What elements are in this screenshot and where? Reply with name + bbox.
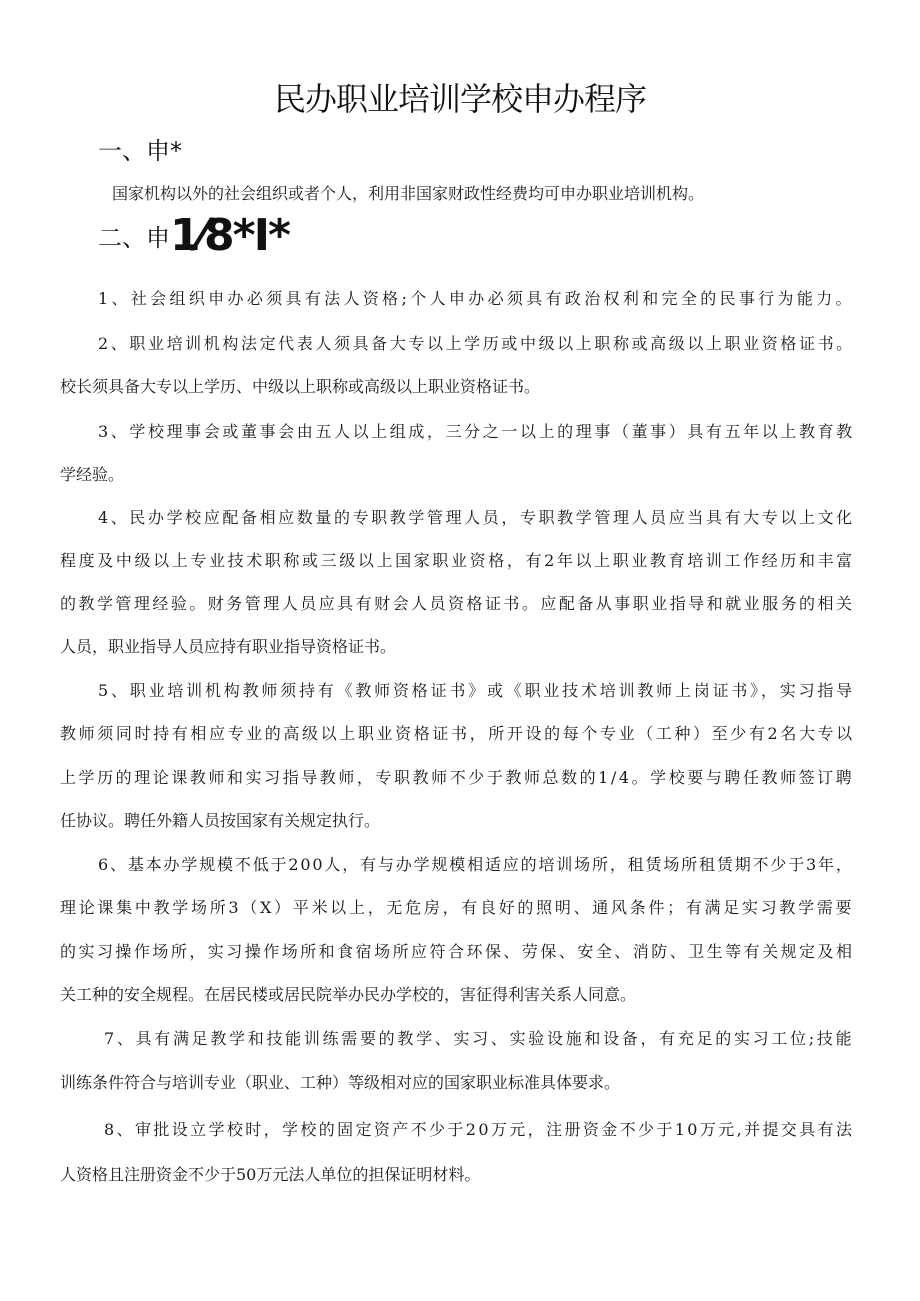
item-4-line-3: 的教学管理经验。财务管理人员应具有财会人员资格证书。应配备从事职业指导和就业服务的相关 <box>60 594 855 613</box>
section-1-body: 国家机构以外的社会组织或者个人，利用非国家财政性经费均可申办职业培训机构。 <box>112 184 705 203</box>
item-4-line-4: 人员，职业指导人员应持有职业指导资格证书。 <box>60 637 397 656</box>
section-2-heading <box>98 212 289 262</box>
item-2-line-1: 2、职业培训机构法定代表人须具备大专以上学历或中级以上职称或高级以上职业资格证书。 <box>98 334 855 353</box>
item-7-line-1: 7、具有满足教学和技能训练需要的教学、实习、实验设施和设备，有充足的实习工位;技能 <box>104 1029 855 1048</box>
section-2-heading-garbled: 1⁄8*I* <box>170 210 289 261</box>
item-8-line-2: 人资格且注册资金不少于50万元法人单位的担保证明材料。 <box>60 1165 481 1184</box>
item-3-line-1: 3、学校理事会或董事会由五人以上组成，三分之一以上的理事（董事）具有五年以上教育教 <box>98 422 855 441</box>
item-5-line-3: 上学历的理论课教师和实习指导教师，专职教师不少于教师总数的1/4。学校要与聘任教师签订聘 <box>60 768 855 787</box>
item-4-line-2: 程度及中级以上专业技术职称或三级以上国家职业资格，有2年以上职业教育培训工作经历和丰富 <box>60 551 855 570</box>
section-2-heading-prefix: 二、申 <box>98 224 170 252</box>
item-1-line-1: 1、社会组织申办必须具有法人资格;个人申办必须具有政治权利和完全的民事行为能力。 <box>98 289 855 308</box>
item-5-line-2: 教师须同时持有相应专业的高级以上职业资格证书，所开设的每个专业（工种）至少有2名大专以 <box>60 724 855 743</box>
item-5-line-1: 5、职业培训机构教师须持有《教师资格证书》或《职业技术培训教师上岗证书》，实习指导 <box>98 681 855 700</box>
page-title: 民办职业培训学校申办程序 <box>273 80 646 118</box>
item-8-line-1: 8、审批设立学校时，学校的固定资产不少于20万元，注册资金不少于10万元,并提交具有法 <box>104 1120 855 1139</box>
item-6-line-4: 关工种的安全规程。在居民楼或居民院举办民办学校的，害征得利害关系人同意。 <box>60 985 637 1004</box>
item-6-line-1: 6、基本办学规模不低于200人，有与办学规模相适应的培训场所，租赁场所租赁期不少于3年， <box>98 855 854 874</box>
section-1-heading: 一、申* <box>98 137 182 165</box>
item-3-line-2: 学经验。 <box>60 465 125 484</box>
item-7-line-2: 训练条件符合与培训专业（职业、工种）等级相对应的国家职业标准具体要求。 <box>60 1073 621 1092</box>
item-4-line-1: 4、民办学校应配备相应数量的专职教学管理人员，专职教学管理人员应当具有大专以上文化 <box>98 508 855 527</box>
item-6-line-2: 理论课集中教学场所3（X）平米以上，无危房，有良好的照明、通风条件；有满足实习教学需要 <box>60 898 855 917</box>
item-5-line-4: 任协议。聘任外籍人员按国家有关规定执行。 <box>60 811 381 830</box>
item-2-line-2: 校长须具备大专以上学历、中级以上职称或高级以上职业资格证书。 <box>60 377 541 396</box>
item-6-line-3: 的实习操作场所，实习操作场所和食宿场所应符合环保、劳保、安全、消防、卫生等有关规定及相 <box>60 942 855 961</box>
